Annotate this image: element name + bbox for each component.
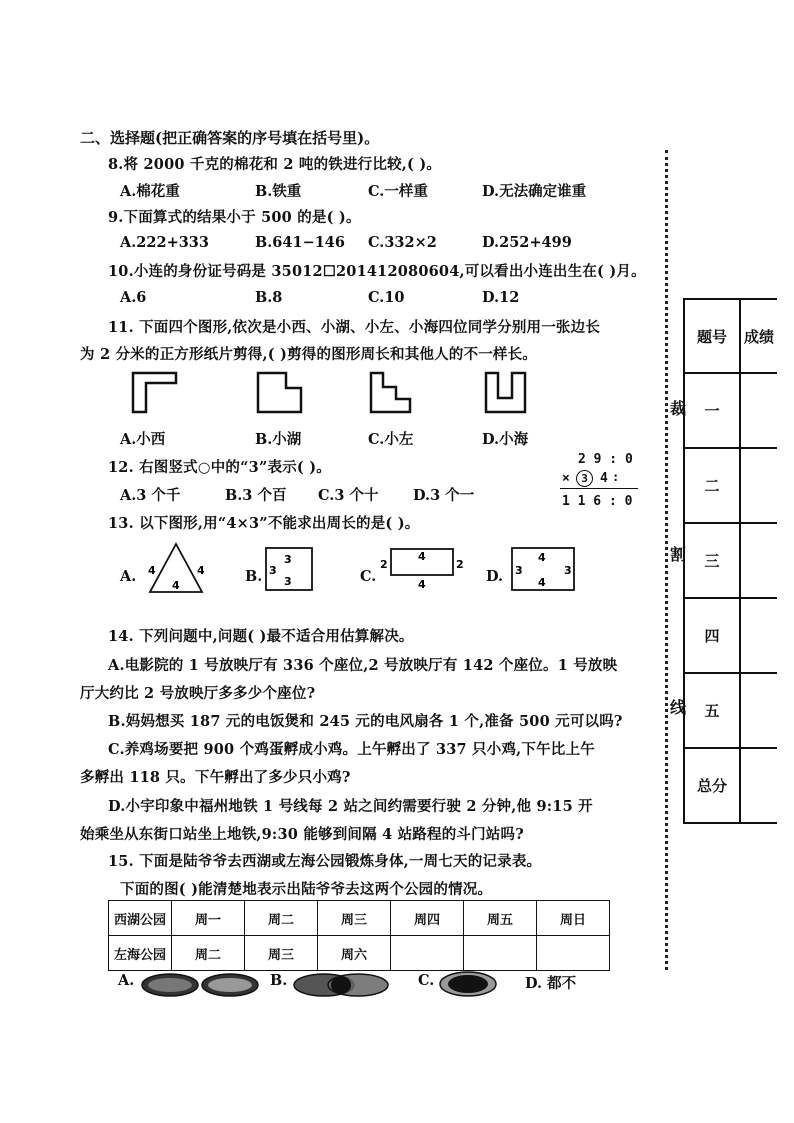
venn-b (292, 972, 392, 998)
q8-option-a: A.棉花重 (120, 183, 180, 200)
figure-triangle (140, 540, 212, 596)
q10-option-b: B.8 (255, 289, 283, 306)
rect-d-bottom-label: 4 (538, 576, 546, 589)
figure-xiaoxi (130, 370, 180, 416)
q8-option-d: D.无法确定谁重 (482, 183, 587, 200)
square-left-label: 3 (269, 564, 277, 577)
q8-option-c: C.一样重 (368, 183, 428, 200)
section-title: 二、选择题(把正确答案的序号填在括号里)。 (80, 129, 380, 147)
score-row-label: 四 (684, 598, 740, 673)
vertical-multiplication (560, 452, 640, 516)
q11-line2: 为 2 分米的正方形纸片剪得,( )剪得的图形周长和其他人的不一样长。 (80, 346, 537, 363)
rect-d-right-label: 3 (564, 564, 572, 577)
q12-text: 12. 右图竖式○中的“3”表示( )。 (108, 459, 331, 476)
table-row (684, 373, 777, 448)
q12-option-a: A.3 个千 (120, 487, 181, 504)
score-cell[interactable] (740, 673, 777, 748)
cut-char-2: 割 (670, 542, 686, 565)
score-header-grade: 成绩 (740, 299, 777, 373)
score-cell[interactable] (740, 373, 777, 448)
q10-option-d: D.12 (482, 289, 520, 306)
table-row (684, 299, 777, 373)
q15-option-b: B. (270, 972, 288, 989)
rect-c-bottom-label: 4 (418, 578, 426, 591)
vertical-mult-sign: × (562, 471, 570, 486)
q11-line1: 11. 下面四个图形,依次是小西、小湖、小左、小海四位同学分别用一张边长 (108, 319, 601, 336)
score-cell[interactable] (740, 748, 777, 823)
q11-option-c: C.小左 (368, 431, 414, 448)
q11-option-a: A.小西 (120, 431, 166, 448)
square-bottom-label: 3 (284, 575, 292, 588)
q15-option-c: C. (418, 972, 435, 989)
q14-b-line1: B.妈妈想买 187 元的电饭煲和 245 元的电风扇各 1 个,准备 500 元可以吗? (108, 713, 623, 730)
table-row (684, 673, 777, 748)
q11-option-b: B.小湖 (255, 431, 302, 448)
vertical-divider: : (612, 470, 620, 484)
table-cell: 周五 (464, 901, 537, 936)
cut-char-1: 裁 (670, 396, 686, 419)
venn-a (140, 972, 262, 998)
vertical-result: 1 1 6 : 0 (562, 494, 633, 509)
circled-digit: 3 (576, 470, 593, 487)
table-row (109, 936, 610, 971)
cut-line (665, 150, 668, 970)
q15-text: 15. 下面是陆爷爷去西湖或左海公园锻炼身体,一周七天的记录表。 (108, 853, 542, 870)
q14-a-line1: A.电影院的 1 号放映厅有 336 个座位,2 号放映厅有 142 个座位。1 号放映 (108, 657, 618, 674)
q12-option-b: B.3 个百 (225, 487, 287, 504)
table-row (109, 901, 610, 936)
figure-rectangle-c (376, 546, 468, 592)
table-cell: 周四 (391, 901, 464, 936)
q8-option-b: B.铁重 (255, 183, 302, 200)
rect-c-left-label: 2 (380, 558, 388, 571)
q14-a-line2: 厅大约比 2 号放映厅多多少个座位? (80, 685, 316, 702)
q12-option-c: C.3 个十 (318, 487, 379, 504)
q8-text: 8.将 2000 千克的棉花和 2 吨的铁进行比较,( )。 (108, 156, 442, 173)
venn-c (438, 970, 498, 998)
q10-text: 10.小连的身份证号码是 35012☐201412080604,可以看出小连出生在( )月。 (108, 263, 646, 280)
score-header-number: 题号 (684, 299, 740, 373)
table-cell: 周二 (245, 901, 318, 936)
square-top-label: 3 (284, 553, 292, 566)
table-cell (464, 936, 537, 971)
q12-option-d: D.3 个一 (413, 487, 475, 504)
q9-text: 9.下面算式的结果小于 500 的是( )。 (108, 209, 361, 226)
q15-text2: 下面的图( )能清楚地表示出陆爷爷去这两个公园的情况。 (120, 881, 493, 898)
q13-label-d: D. (486, 568, 504, 585)
vertical-top: 2 9 : 0 (578, 452, 633, 467)
figure-square (262, 545, 318, 595)
q9-option-c: C.332×2 (368, 234, 437, 251)
score-row-label: 一 (684, 373, 740, 448)
q13-label-a: A. (120, 568, 137, 585)
q15-option-d: D. 都不 (525, 975, 577, 992)
table-cell (391, 936, 464, 971)
figure-rectangle-d (508, 545, 578, 595)
rect-c-top-label: 4 (418, 550, 426, 563)
score-row-label: 三 (684, 523, 740, 598)
table-cell (537, 936, 610, 971)
score-cell[interactable] (740, 598, 777, 673)
q13-label-c: C. (360, 568, 377, 585)
q11-option-d: D.小海 (482, 431, 529, 448)
cut-char-3: 线 (670, 695, 686, 718)
table-row (684, 448, 777, 523)
q10-option-c: C.10 (368, 289, 405, 306)
triangle-left-label: 4 (148, 564, 156, 577)
score-row-label: 二 (684, 448, 740, 523)
table-cell: 周三 (245, 936, 318, 971)
table-cell: 周日 (537, 901, 610, 936)
table-cell: 左海公园 (109, 936, 172, 971)
table-cell: 周一 (172, 901, 245, 936)
score-cell[interactable] (740, 448, 777, 523)
schedule-table (108, 900, 610, 971)
q9-option-d: D.252+499 (482, 234, 572, 251)
rect-d-left-label: 3 (515, 564, 523, 577)
figure-xiaohai (483, 370, 529, 416)
q13-text: 13. 以下图形,用“4×3”不能求出周长的是( )。 (108, 515, 420, 532)
figure-xiaozuo (368, 370, 414, 416)
table-cell: 周六 (318, 936, 391, 971)
table-row (684, 523, 777, 598)
triangle-bottom-label: 4 (172, 579, 180, 592)
rect-d-top-label: 4 (538, 551, 546, 564)
table-cell: 周二 (172, 936, 245, 971)
table-cell: 西湖公园 (109, 901, 172, 936)
score-table (683, 298, 777, 824)
vertical-mult-rest: 4 (600, 471, 608, 486)
q15-option-a: A. (118, 972, 135, 989)
table-row (684, 598, 777, 673)
table-cell: 周三 (318, 901, 391, 936)
triangle-right-label: 4 (197, 564, 205, 577)
q10-option-a: A.6 (120, 289, 147, 306)
score-row-label: 五 (684, 673, 740, 748)
vertical-line (560, 488, 638, 489)
q14-d-line1: D.小宇印象中福州地铁 1 号线每 2 站之间约需要行驶 2 分钟,他 9:15 开 (108, 798, 593, 815)
q9-option-a: A.222+333 (120, 234, 209, 251)
q14-c-line1: C.养鸡场要把 900 个鸡蛋孵成小鸡。上午孵出了 337 只小鸡,下午比上午 (108, 741, 595, 758)
q9-option-b: B.641−146 (255, 234, 345, 251)
score-row-label: 总分 (684, 748, 740, 823)
table-row (684, 748, 777, 823)
score-cell[interactable] (740, 523, 777, 598)
q14-c-line2: 多孵出 118 只。下午孵出了多少只小鸡? (80, 769, 351, 786)
rect-c-right-label: 2 (456, 558, 464, 571)
q14-text: 14. 下列问题中,问题( )最不适合用估算解决。 (108, 628, 414, 645)
q13-label-b: B. (245, 568, 263, 585)
q14-d-line2: 始乘坐从东街口站坐上地铁,9:30 能够到间隔 4 站路程的斗门站吗? (80, 826, 524, 843)
figure-xiaohu (255, 370, 305, 416)
